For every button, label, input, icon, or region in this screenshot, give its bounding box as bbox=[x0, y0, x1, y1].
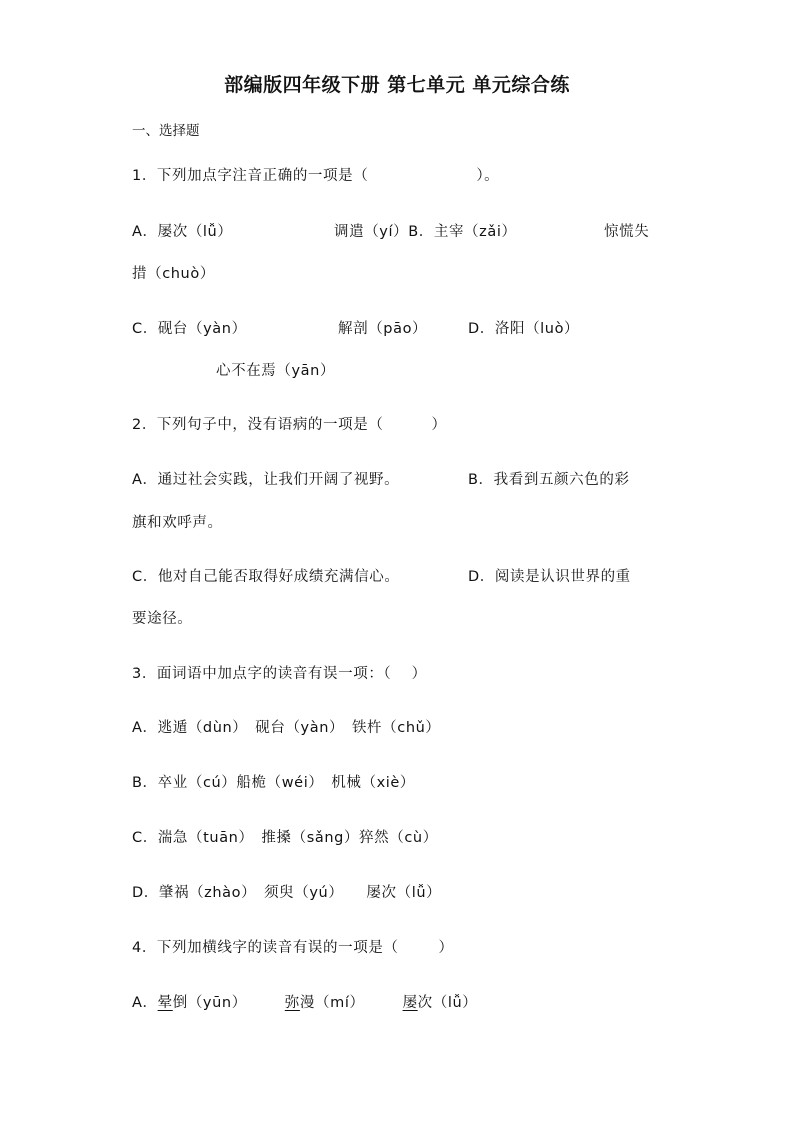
underlined-char: 弥 bbox=[284, 995, 300, 1011]
question-1-option-c2: 解剖（pāo） bbox=[338, 321, 428, 337]
question-1-stem-post: ）。 bbox=[476, 168, 500, 184]
question-3-option-a: A．逃遁（dùn） 砚台（yàn） 铁杵（chǔ） bbox=[132, 720, 441, 736]
question-4-stem-pre: 4．下列加横线字的读音有误的一项是（ bbox=[132, 940, 399, 956]
word-rest: 漫（mí） bbox=[299, 995, 365, 1011]
section-heading: 一、选择题 bbox=[132, 123, 200, 139]
question-4-option-a bbox=[132, 991, 477, 1012]
question-3-stem: 3．面词语中加点字的读音有误一项：（ ） bbox=[132, 666, 427, 682]
option-prefix: A． bbox=[132, 995, 158, 1011]
question-1-stem-pre: 1．下列加点字注音正确的一项是（ bbox=[132, 168, 369, 184]
question-1-stem bbox=[132, 164, 499, 185]
page-title: 部编版四年级下册 第七单元 单元综合练 bbox=[224, 74, 570, 96]
question-3-option-d: D．肇祸（zhào） 须臾（yú） 屡次（lǚ） bbox=[132, 885, 442, 901]
question-1-option-d: D．洛阳（luò） bbox=[468, 321, 580, 337]
question-2-option-d-cont: 要途径。 bbox=[132, 611, 193, 627]
question-1-option-b-cont: 惊慌失 bbox=[604, 224, 650, 240]
question-2-stem bbox=[132, 413, 447, 434]
question-1-option-c: C．砚台（yàn） bbox=[132, 321, 247, 337]
question-1-option-a2: 调遣（yí）B．主宰（zǎi） bbox=[334, 224, 517, 240]
underlined-char: 晕 bbox=[157, 995, 173, 1011]
question-1-option-d2: 心不在焉（yān） bbox=[216, 363, 336, 379]
word-rest: 次（lǚ） bbox=[417, 995, 478, 1011]
question-3-option-c: C．湍急（tuān） 推搡（sǎng）猝然（cù） bbox=[132, 830, 438, 846]
question-2-stem-pre: 2．下列句子中，没有语病的一项是（ bbox=[132, 417, 384, 433]
question-1-option-a: A．屡次（lǚ） bbox=[132, 224, 233, 240]
question-2-option-a: A．通过社会实践，让我们开阔了视野。 bbox=[132, 472, 400, 488]
question-4-stem bbox=[132, 936, 454, 957]
question-3-option-b: B．卒业（cú）船桅（wéi） 机械（xiè） bbox=[132, 775, 415, 791]
question-2-option-c: C．他对自己能否取得好成绩充满信心。 bbox=[132, 569, 400, 585]
question-2-stem-post: ） bbox=[431, 417, 447, 433]
word-rest: 倒（yūn） bbox=[172, 995, 247, 1011]
question-4-stem-post: ） bbox=[438, 940, 454, 956]
question-2-option-d: D．阅读是认识世界的重 bbox=[468, 569, 631, 585]
question-2-option-b: B．我看到五颜六色的彩 bbox=[468, 472, 630, 488]
underlined-char: 屡 bbox=[402, 995, 418, 1011]
question-1-option-b-cont2: 措（chuò） bbox=[132, 266, 215, 282]
question-2-option-b-cont: 旗和欢呼声。 bbox=[132, 515, 223, 531]
